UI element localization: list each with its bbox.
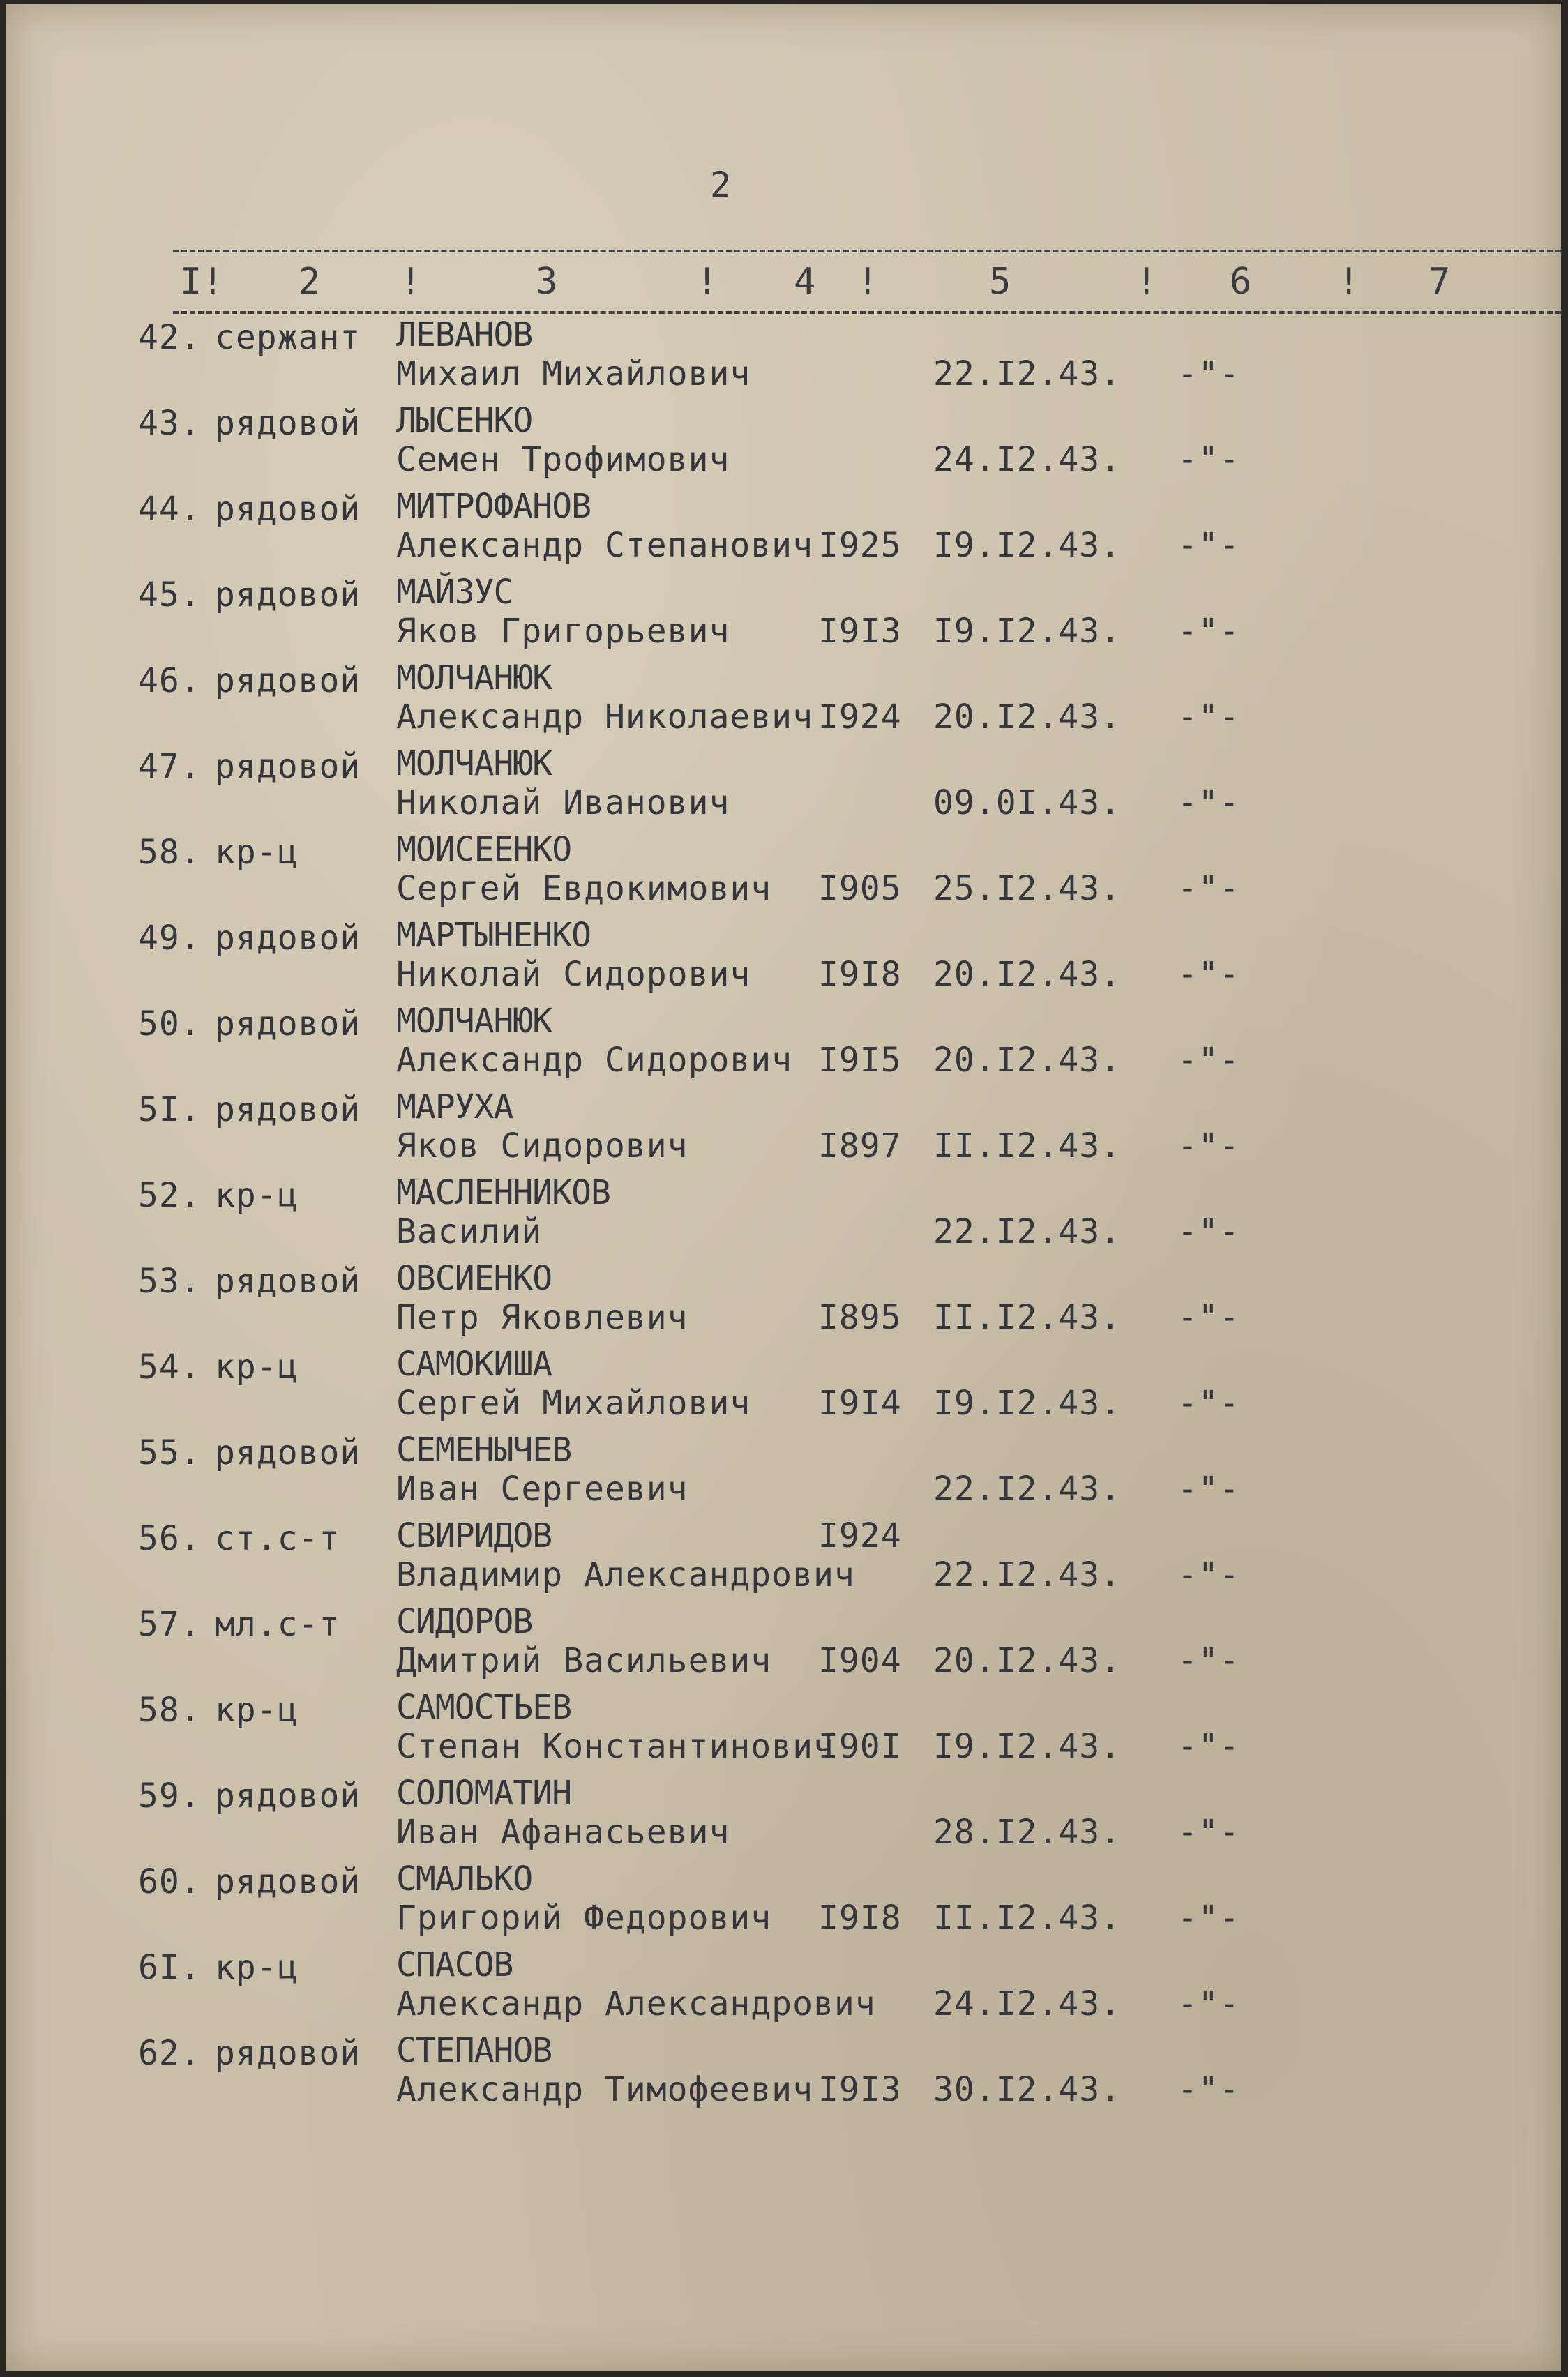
entry-surname: МОИСЕЕНКО [396,830,572,869]
list-item [6,1859,1561,1949]
entry-date: I9.I2.43. [933,612,1122,651]
entry-ditto-mark: -"- [1177,354,1240,393]
col-header-5: 5 [989,261,1011,303]
entry-ditto-mark: -"- [1177,955,1240,994]
entry-surname: СТЕПАНОВ [396,2031,552,2070]
entry-given-names: Сергей Евдокимович [396,869,772,908]
entry-number: 47. [138,747,201,786]
entry-rank: рядовой [215,1262,361,1301]
entry-ditto-mark: -"- [1177,1984,1240,2023]
entry-given-names: Александр Степанович [396,526,813,565]
list-item [6,2031,1561,2120]
entry-surname: ЛЫСЕНКО [396,401,533,440]
entry-rank: кр-ц [215,1176,299,1215]
list-item [6,1259,1561,1348]
entry-birth-year: I90I [818,1727,902,1766]
col-header-6: 6 [1230,261,1252,303]
entry-given-names: Иван Сергеевич [396,1470,688,1509]
entry-surname: МОЛЧАНЮК [396,744,552,783]
entry-surname: МОЛЧАНЮК [396,658,552,697]
entry-given-names: Иван Афанасьевич [396,1813,730,1852]
list-item [6,744,1561,833]
entry-ditto-mark: -"- [1177,1212,1240,1251]
entry-date: 20.I2.43. [933,697,1122,737]
entry-ditto-mark: -"- [1177,1641,1240,1680]
list-item [6,916,1561,1005]
entry-rank: рядовой [215,1433,361,1472]
entry-rank: рядовой [215,1776,361,1816]
entry-birth-year: I9I8 [818,1899,902,1938]
entry-given-names: Степан Константинович [396,1727,834,1766]
col-header-2: 2 [299,261,321,303]
entry-birth-year: I924 [818,1516,902,1555]
entry-rank: рядовой [215,1862,361,1901]
entry-ditto-mark: -"- [1177,526,1240,565]
entry-surname: МАЙЗУС [396,573,513,612]
col-header-sep: ! [1338,261,1360,303]
entry-surname: ОВСИЕНКО [396,1259,552,1298]
entry-rank: ст.с-т [215,1519,340,1558]
entry-surname: СЕМЕНЫЧЕВ [396,1431,572,1470]
entry-date: I9.I2.43. [933,526,1122,565]
entry-date: II.I2.43. [933,1899,1122,1938]
entry-birth-year: I895 [818,1298,902,1337]
entry-rank: сержант [215,318,361,357]
entry-given-names: Василий [396,1212,543,1251]
entry-birth-year: I9I8 [818,955,902,994]
entry-surname: СПАСОВ [396,1945,513,1984]
list-item [6,487,1561,576]
entry-given-names: Николай Иванович [396,783,730,822]
entry-rank: рядовой [215,1090,361,1129]
entry-given-names: Александр Александрович [396,1984,876,2023]
entry-given-names: Петр Яковлевич [396,1298,688,1337]
list-item [6,575,1561,662]
entry-ditto-mark: -"- [1177,1384,1240,1423]
entry-ditto-mark: -"- [1177,1126,1240,1165]
entry-ditto-mark: -"- [1177,1041,1240,1080]
entry-date: II.I2.43. [933,1126,1122,1165]
col-header-sep: ! [400,261,422,303]
entry-number: 50. [138,1004,201,1043]
entry-date: I9.I2.43. [933,1384,1122,1423]
entry-number: 43. [138,404,201,443]
list-item [6,1776,1561,1863]
entry-number: 59. [138,1776,201,1816]
list-item [6,1087,1561,1177]
list-item [6,830,1561,919]
entry-date: 22.I2.43. [933,354,1122,393]
entry-number: 42. [138,318,201,357]
entry-ditto-mark: -"- [1177,440,1240,479]
entry-given-names: Григорий Федорович [396,1899,772,1938]
entry-given-names: Яков Григорьевич [396,612,730,651]
entry-given-names: Александр Тимофеевич [396,2070,813,2109]
entry-birth-year: I9I3 [818,612,902,651]
col-header-sep: ! [857,261,879,303]
list-item [6,1345,1561,1434]
entry-surname: МИТРОФАНОВ [396,487,591,526]
entry-birth-year: I9I4 [818,1384,902,1423]
entry-date: 09.0I.43. [933,783,1122,822]
list-item [6,1433,1561,1520]
entry-surname: МАРТЫНЕНКО [396,916,591,955]
entry-given-names: Яков Сидорович [396,1126,688,1165]
entry-rank: кр-ц [215,833,299,872]
entry-number: 5I. [138,1090,201,1129]
entry-date: 22.I2.43. [933,1555,1122,1594]
entry-number: 62. [138,2034,201,2073]
entry-number: 53. [138,1262,201,1301]
entry-rank: рядовой [215,747,361,786]
entry-birth-year: I905 [818,869,902,908]
document-page [6,4,1561,2371]
header-bottom-rule [173,311,1561,314]
entry-surname: СВИРИДОВ [396,1516,552,1555]
entry-date: 24.I2.43. [933,1984,1122,2023]
entry-number: 58. [138,833,201,872]
entry-ditto-mark: -"- [1177,612,1240,651]
entry-rank: кр-ц [215,1691,299,1730]
list-item [6,658,1561,748]
entry-date: 20.I2.43. [933,955,1122,994]
entry-birth-year: I9I3 [818,2070,902,2109]
entry-date: 22.I2.43. [933,1470,1122,1509]
entry-number: 54. [138,1348,201,1387]
entry-rank: рядовой [215,919,361,958]
entry-number: 44. [138,490,201,529]
entry-birth-year: I9I5 [818,1041,902,1080]
entry-ditto-mark: -"- [1177,869,1240,908]
entry-surname: САМОКИША [396,1345,552,1384]
entry-number: 6I. [138,1948,201,1987]
entry-date: I9.I2.43. [933,1727,1122,1766]
entry-given-names: Михаил Михайлович [396,354,751,393]
col-header-1: I! [180,261,224,303]
col-header-4: 4 [794,261,816,303]
entry-surname: ЛЕВАНОВ [396,315,533,354]
entry-number: 56. [138,1519,201,1558]
entry-birth-year: I904 [818,1641,902,1680]
entry-date: 30.I2.43. [933,2070,1122,2109]
entry-date: 20.I2.43. [933,1041,1122,1080]
entry-ditto-mark: -"- [1177,1470,1240,1509]
entry-rank: кр-ц [215,1348,299,1387]
entry-number: 46. [138,661,201,700]
header-top-rule [173,250,1561,252]
entry-surname: САМОСТЬЕВ [396,1688,572,1727]
entry-given-names: Сергей Михайлович [396,1384,751,1423]
col-header-3: 3 [536,261,558,303]
entry-rank: рядовой [215,661,361,700]
list-item [6,1602,1561,1691]
list-item [6,401,1561,490]
entry-number: 55. [138,1433,201,1472]
entry-rank: рядовой [215,490,361,529]
entry-birth-year: I924 [818,697,902,737]
entry-given-names: Николай Сидорович [396,955,751,994]
list-item [6,1173,1561,1262]
entry-ditto-mark: -"- [1177,2070,1240,2109]
entry-ditto-mark: -"- [1177,1298,1240,1337]
list-item [6,1688,1561,1777]
entry-given-names: Семен Трофимович [396,440,730,479]
entry-ditto-mark: -"- [1177,1813,1240,1852]
entry-rank: рядовой [215,404,361,443]
entry-number: 58. [138,1691,201,1730]
entry-given-names: Владимир Александрович [396,1555,855,1594]
entry-ditto-mark: -"- [1177,1727,1240,1766]
entry-number: 45. [138,575,201,614]
col-header-sep: ! [696,261,718,303]
entry-date: 28.I2.43. [933,1813,1122,1852]
entry-rank: рядовой [215,2034,361,2073]
entry-date: II.I2.43. [933,1298,1122,1337]
entry-given-names: Дмитрий Васильевич [396,1641,772,1680]
entry-surname: СОЛОМАТИН [396,1774,572,1813]
list-item [6,315,1561,405]
entry-number: 57. [138,1605,201,1644]
entry-birth-year: I897 [818,1126,902,1165]
entry-rank: кр-ц [215,1948,299,1987]
entry-surname: МАСЛЕННИКОВ [396,1173,610,1212]
entry-surname: СИДОРОВ [396,1602,533,1641]
entry-date: 25.I2.43. [933,869,1122,908]
entry-ditto-mark: -"- [1177,1899,1240,1938]
col-header-sep: ! [1136,261,1158,303]
list-item [6,1945,1561,2035]
entry-number: 49. [138,919,201,958]
list-item [6,1004,1561,1091]
page-number: 2 [710,165,732,205]
entry-number: 52. [138,1176,201,1215]
entry-surname: СМАЛЬКО [396,1859,533,1899]
entry-surname: МАРУХА [396,1087,513,1126]
col-header-7: 7 [1428,261,1451,303]
entry-given-names: Александр Николаевич [396,697,813,737]
entry-given-names: Александр Сидорович [396,1041,793,1080]
entry-rank: мл.с-т [215,1605,340,1644]
entry-ditto-mark: -"- [1177,783,1240,822]
entry-number: 60. [138,1862,201,1901]
entry-date: 22.I2.43. [933,1212,1122,1251]
entry-date: 20.I2.43. [933,1641,1122,1680]
entry-rank: рядовой [215,575,361,614]
entry-rank: рядовой [215,1004,361,1043]
entry-birth-year: I925 [818,526,902,565]
list-item [6,1516,1561,1606]
entry-surname: МОЛЧАНЮК [396,1002,552,1041]
entry-ditto-mark: -"- [1177,1555,1240,1594]
entry-ditto-mark: -"- [1177,697,1240,737]
entry-date: 24.I2.43. [933,440,1122,479]
